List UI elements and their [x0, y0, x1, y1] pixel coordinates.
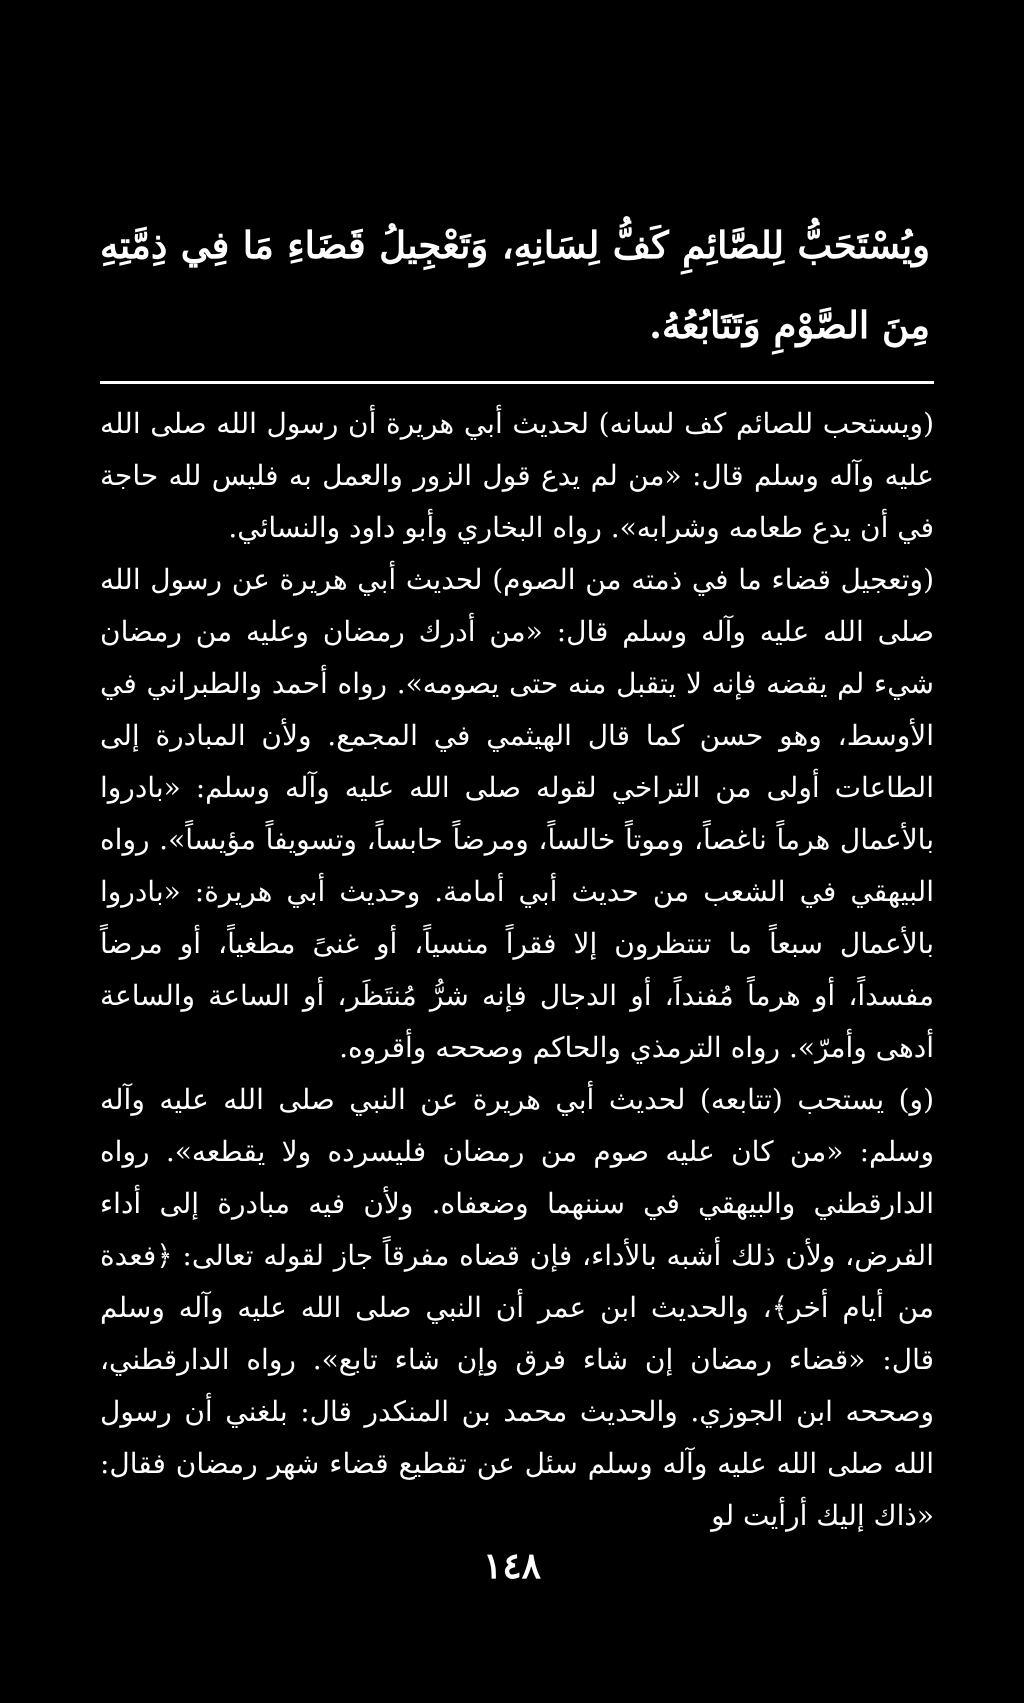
main-text: ويُسْتَحَبُّ لِلصَّائِمِ كَفُّ لِسَانِهِ، وَتَعْجِيلُ قَضَاءِ مَا فِي ذِمَّتِهِ مِنَ الصَّوْمِ وَتَتَابُعُهُ. — [100, 223, 930, 347]
page-number: ١٤٨ — [482, 1545, 541, 1587]
commentary-paragraph-3: (و) يستحب (تتابعه) لحديث أبي هريرة عن النبي صلى الله عليه وآله وسلم: «من كان عليه صوم من رمضان فليسرده ولا يقطعه». رواه الدارقطني والبيهقي في سننهما وضعفاه. ولأن فيه مبادرة إلى أداء الفرض، ولأن ذلك أشبه بالأداء، فإن قضاه مفرقاً جاز لقوله تعالى: ﴿فعدة من أيام أخر﴾، والحديث ابن عمر أن النبي صلى الله عليه وآله وسلم قال: «قضاء رمضان إن شاء فرق وإن شاء تابع». رواه الدارقطني، وصححه ابن الجوزي. والحديث محمد بن المنكدر قال: بلغني أن رسول الله صلى الله عليه وآله وسلم سئل عن تقطيع قضاء شهر رمضان فقال: «ذاك إليك أرأيت لو — [100, 1083, 934, 1532]
commentary-paragraph-1: (ويستحب للصائم كف لسانه) لحديث أبي هريرة أن رسول الله صلى الله عليه وآله وسلم قال: «من لم يدع قول الزور والعمل به فليس لله حاجة في أن يدع طعامه وشرابه». رواه البخاري وأبو داود والنسائي. — [100, 407, 934, 544]
divider-line — [100, 381, 934, 384]
commentary-paragraph-2: (وتعجيل قضاء ما في ذمته من الصوم) لحديث أبي هريرة عن رسول الله صلى الله عليه وآله وسلم قال: «من أدرك رمضان وعليه من رمضان شيء لم يقضه فإنه لا يتقبل منه حتى يصومه». رواه أحمد والطبراني في الأوسط، وهو حسن كما قال الهيثمي في المجمع. ولأن المبادرة إلى الطاعات أولى من التراخي لقوله صلى الله عليه وآله وسلم: «بادروا بالأعمال هرماً ناغصاً، وموتاً خالساً، ومرضاً حابساً، وتسويفاً مؤيساً». رواه البيهقي في الشعب من حديث أبي أمامة. وحديث أبي هريرة: «بادروا بالأعمال سبعاً ما تنتظرون إلا فقراً منسياً، أو غنىً مطغياً، أو مرضاً مفسداً، أو هرماً مُفنداً، أو الدجال فإنه شرُّ مُنتَظَر، أو الساعة والساعة أدهى وأمرّ». رواه الترمذي والحاكم وصححه وأقروه. — [100, 563, 934, 1064]
commentary — [100, 398, 934, 1542]
